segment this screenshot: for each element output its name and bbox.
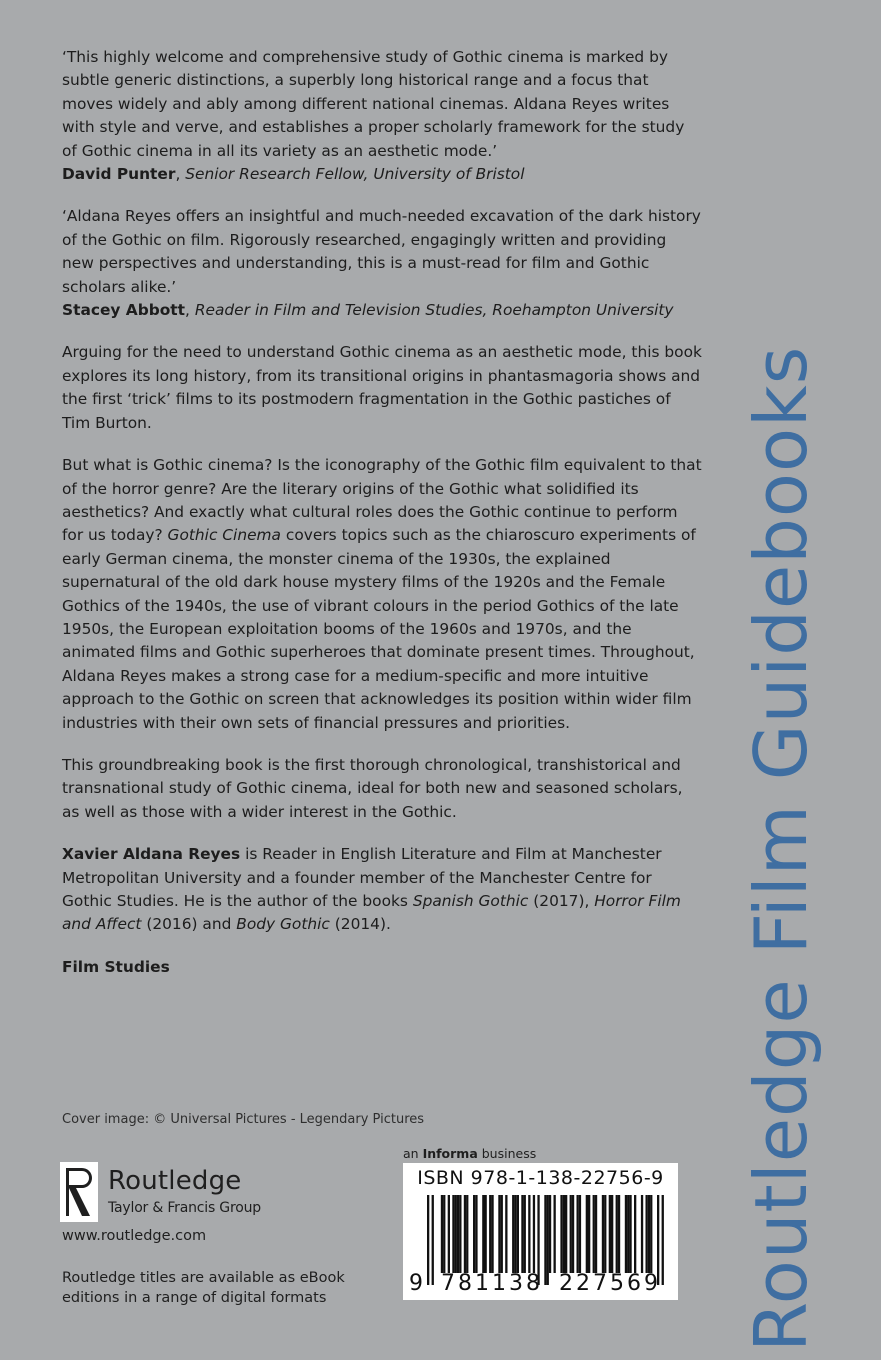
barcode-bar [505, 1195, 507, 1273]
barcode-bar [443, 1195, 445, 1273]
barcode-bar [544, 1195, 546, 1285]
back-cover-text [62, 46, 702, 979]
barcode-bar [455, 1195, 457, 1273]
routledge-mark-icon [60, 1162, 98, 1222]
barcode-bar [482, 1195, 484, 1273]
barcode-bar [498, 1195, 500, 1273]
barcode-bar [602, 1195, 604, 1273]
review-punter: ‘This highly welcome and comprehensive study of Gothic cinema is marked by subtle generic distinctions, a superbly long historical range and a focus that moves widely and ably among different national cinemas. Aldana Reyes writes with style and verve, and establishes a proper scholarly framework for the study of Gothic cinema in all its variety as an aesthetic mode.’ David Punter, Senior Research Fellow, University of Bristol [62, 48, 685, 184]
barcode-bar [560, 1195, 562, 1273]
subject-category: Film Studies [62, 957, 170, 976]
barcode-bar [646, 1195, 648, 1273]
routledge-logo [60, 1162, 320, 1222]
barcode-bar [466, 1195, 468, 1273]
barcode-bar [579, 1195, 581, 1273]
description-paragraph: But what is Gothic cinema? Is the iconography of the Gothic film equivalent to that of the horror genre? Are the literary origins of the Gothic what solidified its aesthetics? And exactly what cultural roles does the Gothic continue to perform for us today? Gothic Cinema covers topics such as the chiaroscuro experiments of early German cinema, the monster cinema of the 1930s, the explained supernatural of the old dark house mystery films of the 1920s and the Female Gothics of the 1940s, the use of vibrant colours in the period Gothics of the late 1950s, the European exploitation booms of the 1960s and 1970s, and the animated films and Gothic superheroes that dominate present times. Throughout, Aldana Reyes makes a strong case for a medium-specific and more intuitive approach to the Gothic on screen that acknowledges its position within wider film industries with their own sets of financial pressures and priorities. [62, 456, 702, 732]
barcode-bar [570, 1195, 572, 1273]
barcode-bar [549, 1195, 551, 1273]
barcode-bar [634, 1195, 636, 1273]
barcode-bar [473, 1195, 475, 1273]
barcode-bar [572, 1195, 574, 1273]
barcode-bar [448, 1195, 450, 1273]
barcode-left-digits: 781138 [441, 1271, 543, 1296]
barcode-bar [662, 1195, 664, 1285]
barcode-bar [629, 1195, 631, 1273]
barcode-bar [457, 1195, 459, 1273]
barcode-bar [521, 1195, 523, 1273]
barcode-bar [565, 1195, 567, 1273]
barcode-lead-digit: 9 [409, 1271, 423, 1296]
barcode-bar [514, 1195, 516, 1273]
book-title: Horror Film and Affect [62, 892, 681, 934]
barcode-bar [648, 1195, 650, 1273]
barcode-bar [593, 1195, 595, 1273]
barcode-bar [528, 1195, 530, 1273]
publisher-website[interactable]: www.routledge.com [62, 1228, 207, 1244]
barcode-bar [464, 1195, 466, 1273]
publisher-group: Taylor & Francis Group [108, 1200, 261, 1216]
barcode-bar [611, 1195, 613, 1273]
barcode-bar [625, 1195, 627, 1273]
barcode-bar [609, 1195, 611, 1273]
barcode-bar [588, 1195, 590, 1273]
barcode-bar [475, 1195, 477, 1273]
barcode-bar [616, 1195, 618, 1273]
barcode-bar [618, 1195, 620, 1273]
barcode-bar [650, 1195, 652, 1273]
barcode-bar [627, 1195, 629, 1273]
barcode-bar [554, 1195, 556, 1273]
barcode-bar [489, 1195, 491, 1273]
barcode-bar [641, 1195, 643, 1273]
reviewer-name: David Punter [62, 165, 176, 184]
author-name: Xavier Aldana Reyes [62, 845, 241, 864]
book-title: Gothic Cinema [167, 526, 281, 545]
description-paragraph: This groundbreaking book is the first thorough chronological, transhistorical and transnational study of Gothic cinema, ideal for both new and seasoned scholars, as well as those with a wider interest in the Gothic. [62, 755, 683, 821]
review-quote: ‘This highly welcome and comprehensive study of Gothic cinema is marked by subtle generic distinctions, a superbly long historical range and a focus that moves widely and ably among different national cinemas. Aldana Reyes writes with style and verve, and establishes a proper scholarly framework for the study of Gothic cinema in all its variety as an aesthetic mode.’ [62, 48, 685, 160]
barcode-bar [586, 1195, 588, 1273]
barcode-bar [547, 1195, 549, 1285]
informa-business-line: an Informa business [403, 1146, 537, 1161]
review-quote: ‘Aldana Reyes offers an insightful and much-needed excavation of the dark history of the Gothic on film. Rigorously researched, engagingly written and providing new perspectives and understanding, this is a must-read for film and Gothic scholars alike.’ [62, 207, 701, 296]
isbn-barcode [403, 1163, 678, 1300]
barcode-bar [501, 1195, 503, 1273]
author-bio: Xavier Aldana Reyes is Reader in English Literature and Film at Manchester Metropolitan University and a founder member of the Manchester Centre for Gothic Studies. He is the author of the books Spanish Gothic (2017), Horror Film and Affect (2016) and Body Gothic (2014). [62, 845, 681, 934]
publisher-name: Routledge [108, 1166, 242, 1196]
barcode-bar [517, 1195, 519, 1273]
ebook-note: Routledge titles are available as eBook editions in a range of digital formats [62, 1270, 345, 1306]
barcode-bar [427, 1195, 429, 1285]
barcode-bar [491, 1195, 493, 1273]
barcode-bar [604, 1195, 606, 1273]
review-abbott: ‘Aldana Reyes offers an insightful and much-needed excavation of the dark history of the Gothic on film. Rigorously researched, engagingly written and providing new perspectives and understanding, this is a must-read for film and Gothic scholars alike.’ Stacey Abbott, Reader in Film and Television Studies, Roehampton University [62, 207, 701, 320]
book-title: Body Gothic [236, 915, 330, 934]
barcode-bar [452, 1195, 454, 1273]
reviewer-affiliation: Reader in Film and Television Studies, Roehampton University [194, 301, 674, 320]
barcode-bar [577, 1195, 579, 1273]
barcode-bar [432, 1195, 434, 1285]
barcode-bar [563, 1195, 565, 1273]
reviewer-name: Stacey Abbott [62, 301, 186, 320]
description-paragraph: Arguing for the need to understand Gothic cinema as an aesthetic mode, this book explores its long history, from its transitional origins in phantasmagoria shows and the first ‘trick’ films to its postmodern fragmentation in the Gothic pastiches of Tim Burton. [62, 343, 702, 432]
isbn-label: ISBN 978-1-138-22756-9 [417, 1167, 664, 1189]
barcode-bar [441, 1195, 443, 1273]
barcode-bar [512, 1195, 514, 1273]
reviewer-affiliation: Senior Research Fellow, University of Bristol [185, 165, 525, 184]
barcode-bar [595, 1195, 597, 1273]
barcode-bar [459, 1195, 461, 1273]
barcode-right-digits: 227569 [559, 1271, 661, 1296]
cover-credit: Cover image: © Universal Pictures - Legendary Pictures [62, 1112, 425, 1127]
barcode-bar [524, 1195, 526, 1273]
barcode-bar [533, 1195, 535, 1273]
book-title: Spanish Gothic [412, 892, 529, 910]
barcode-bar [485, 1195, 487, 1273]
series-title: Routledge Film Guidebooks [739, 345, 823, 1352]
